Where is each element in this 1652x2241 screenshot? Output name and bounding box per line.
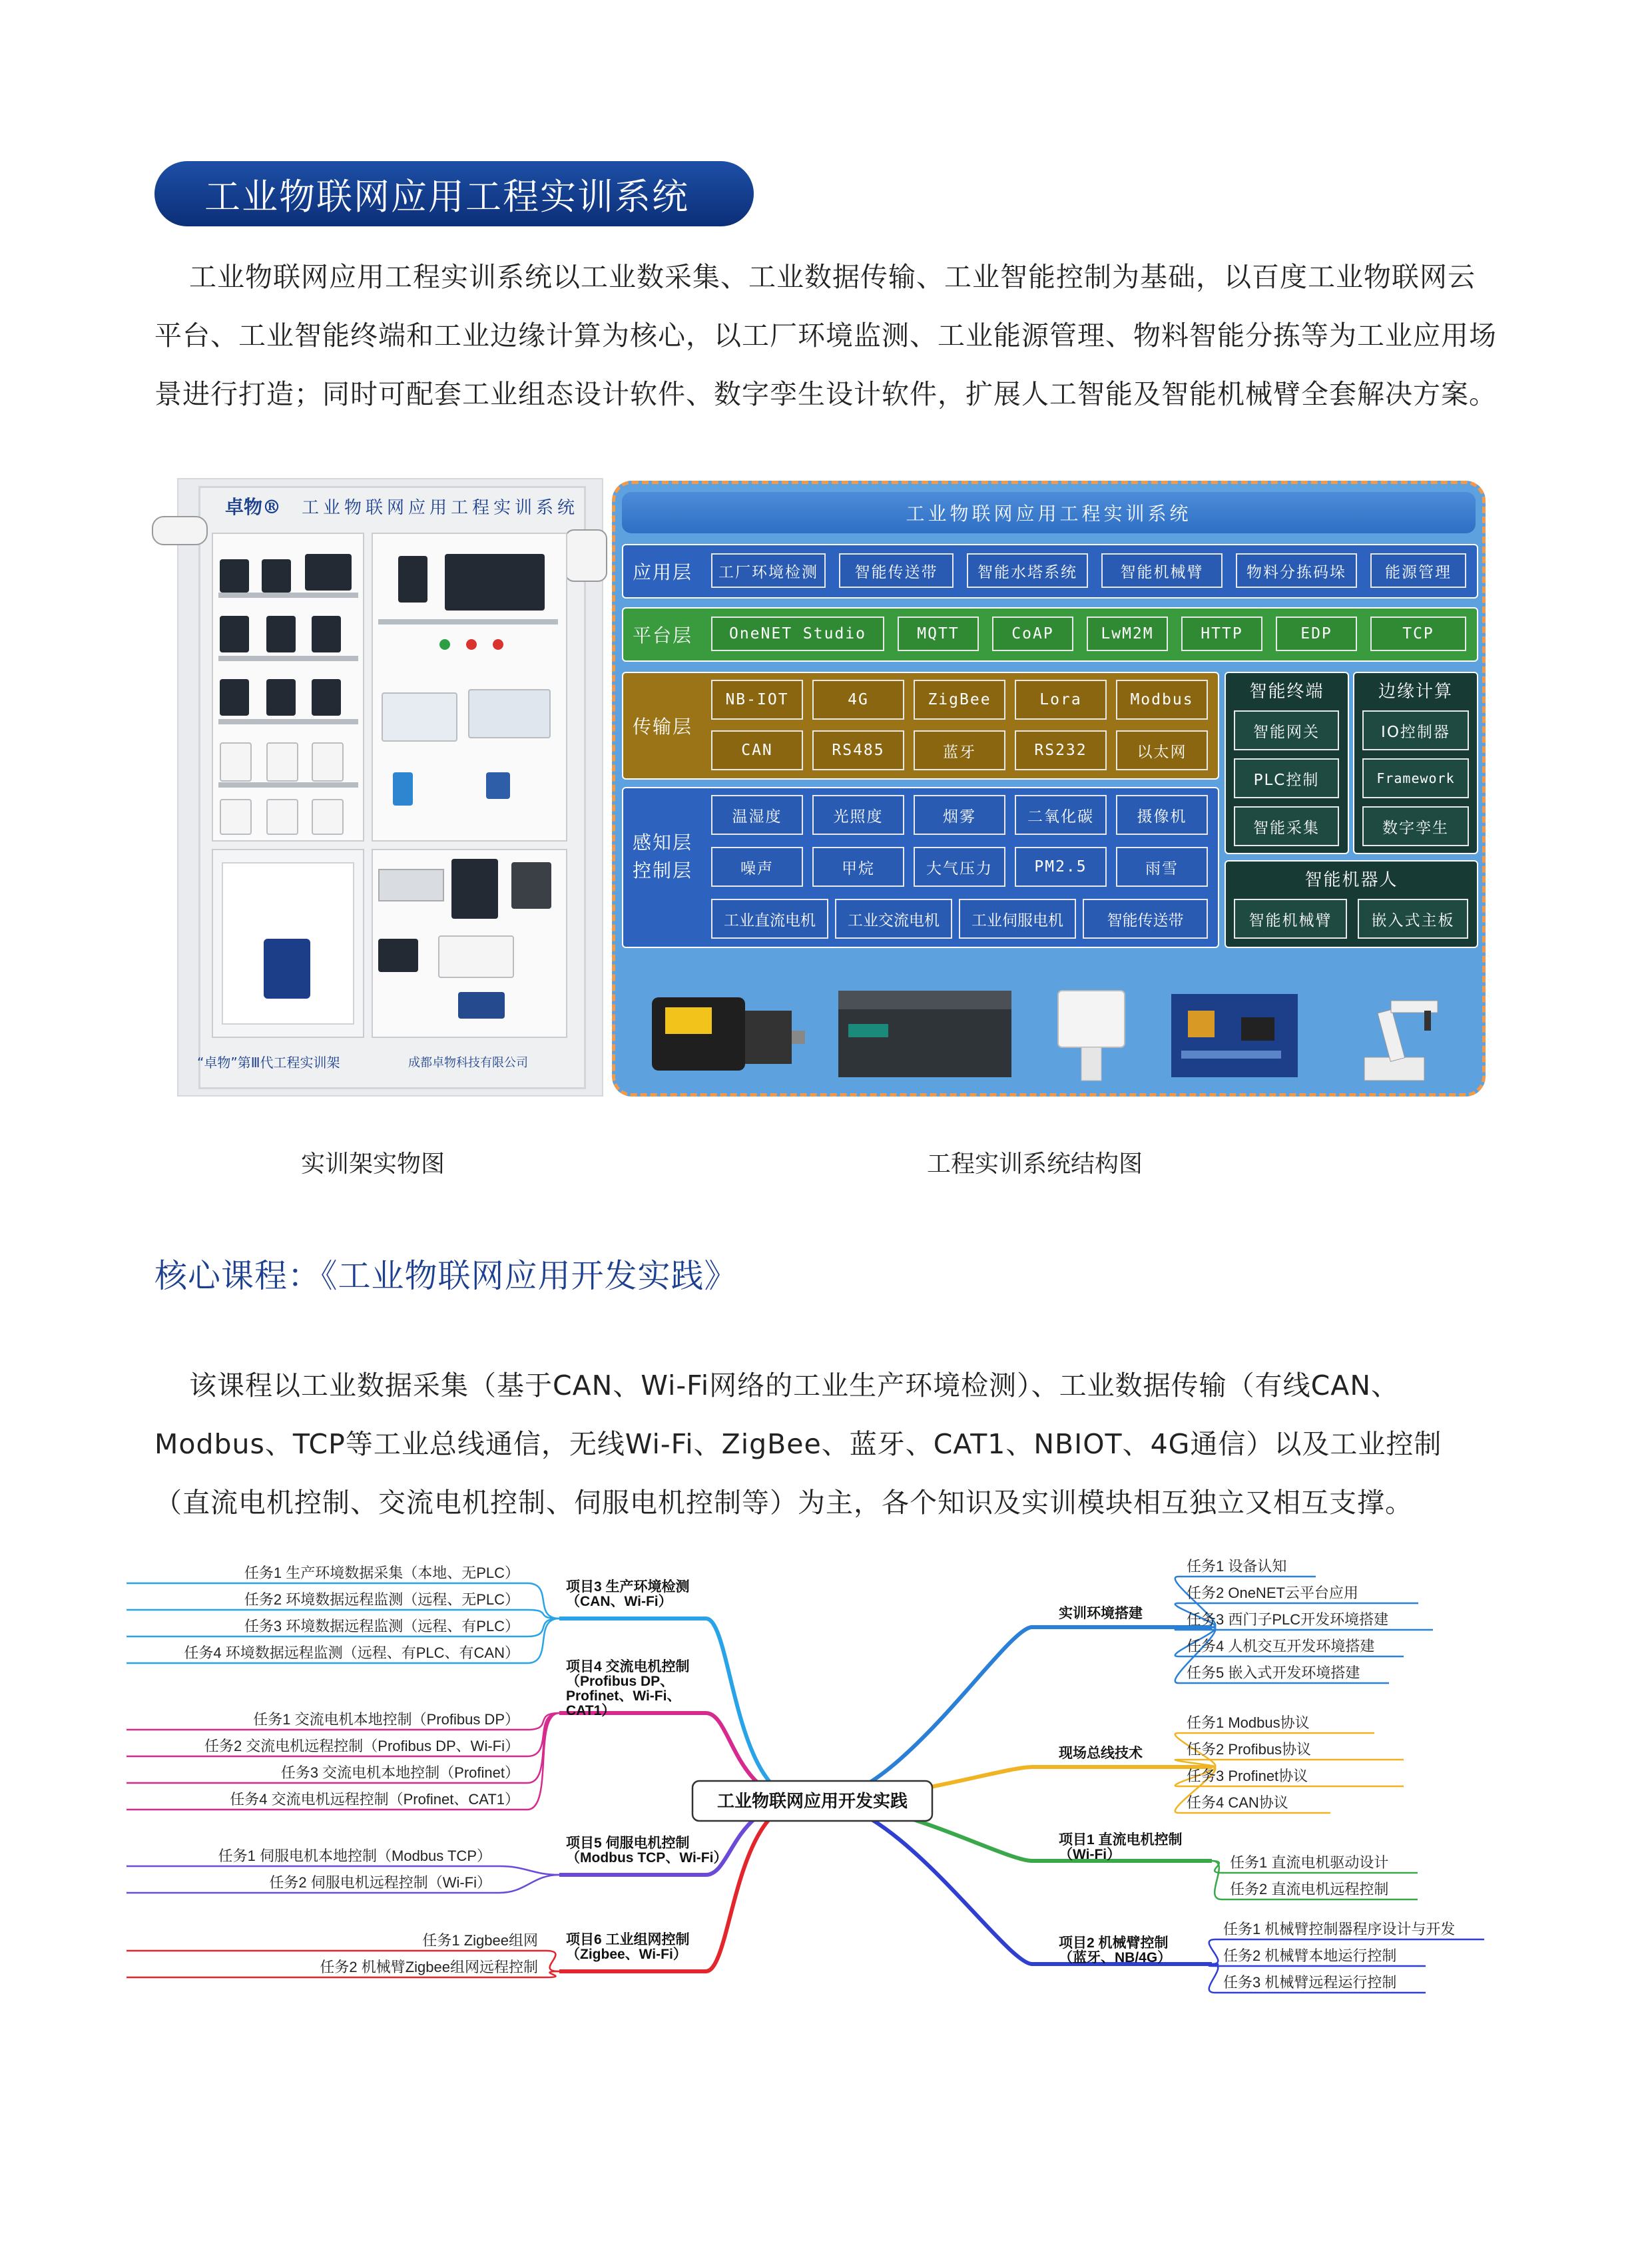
app-item: 物料分拣码垛 [1236,553,1357,588]
mindmap-branch-line [819,1627,1212,1801]
sense-item: 大气压力 [914,847,1005,887]
app-item: 智能水塔系统 [967,553,1088,588]
photo-caption: 实训架实物图 [301,1150,445,1178]
photo-title: 工业物联网应用工程实训系统 [302,498,579,518]
mindmap-task-label: 任务2 伺服电机远程控制（Wi-Fi） [269,1874,491,1891]
sense-item: 光照度 [812,795,904,835]
mindmap-task-label: 任务4 交流电机远程控制（Profinet、CAT1） [230,1791,519,1808]
robot-item: 嵌入式主板 [1358,899,1468,939]
mindmap-task-label: 任务2 机械臂Zigbee组网远程控制 [320,1959,538,1975]
platform-item: LwM2M [1087,617,1168,651]
smart-terminal [1225,672,1349,854]
mindmap-project-label: （Zigbee、Wi-Fi） [566,1947,687,1962]
mindmap-project-label: 项目1 直流电机控制 [1059,1832,1183,1848]
transport-item: 蓝牙 [914,730,1005,770]
mindmap-task-label: 任务2 直流电机远程控制 [1230,1881,1389,1897]
transport-item: RS485 [812,730,904,770]
app-layer-label: 应用层 [632,561,692,583]
sense-control-layer [622,787,1219,948]
mindmap-task-label: 任务1 设备认知 [1187,1558,1287,1575]
mindmap-task-label: 任务1 交流电机本地控制（Profibus DP） [253,1711,519,1728]
sense-layer-label: 感知层 [632,832,692,854]
edge-item: IO控制器 [1362,710,1469,750]
robot-item: 智能机械臂 [1234,899,1347,939]
mindmap-project-label: （Wi-Fi） [1059,1847,1121,1862]
sense-item: PM2.5 [1015,847,1107,887]
circuit-board-icon [1168,984,1301,1084]
mindmap-project-label: （蓝牙、NB/4G） [1059,1950,1172,1965]
mindmap-task-label: 任务1 伺服电机本地控制（Modbus TCP） [218,1848,491,1864]
smart-robot-label: 智能机器人 [1304,870,1398,890]
mindmap-task-label: 任务2 机械臂本地运行控制 [1223,1947,1397,1964]
mindmap-task-label: 任务1 机械臂控制器程序设计与开发 [1223,1921,1456,1937]
camera-icon [565,529,607,582]
robot-arm-icon [264,939,310,999]
platform-layer [622,607,1478,662]
mindmap-project-label: （Profibus DP、 [566,1674,675,1689]
transport-layer [622,672,1219,780]
photo-footer-right: 成都卓物科技有限公司 [408,1056,528,1070]
transport-item: Lora [1015,680,1107,720]
transport-item: CAN [711,730,803,770]
mindmap-project-label: Profinet、Wi-Fi、 [566,1688,681,1704]
arch-title: 工业物联网应用工程实训系统 [622,492,1476,533]
sense-item: 烟雾 [914,795,1005,835]
mindmap-task-label: 任务3 西门子PLC开发环境搭建 [1187,1611,1389,1628]
platform-item: OneNET Studio [711,617,884,651]
transport-item: NB-IOT [711,680,803,720]
sensor-icon [1055,984,1128,1084]
control-item: 智能传送带 [1083,899,1208,939]
mindmap-project-label: 项目4 交流电机控制 [566,1659,690,1674]
platform-item: MQTT [898,617,979,651]
platform-item: TCP [1370,617,1466,651]
transport-layer-label: 传输层 [632,716,692,738]
course-heading: 核心课程：《工业物联网应用开发实践》 [154,1257,738,1295]
sense-item: 摄像机 [1116,795,1208,835]
mindmap-task-label: 任务3 交流电机本地控制（Profinet） [280,1764,519,1781]
sense-item: 噪声 [711,847,803,887]
intro-paragraph: 工业物联网应用工程实训系统以工业数采集、工业数据传输、工业智能控制为基础，以百度工业物联网云平台、工业智能终端和工业边缘计算为核心，以工厂环境监测、工业能源管理、物料智能分拣等为工业应用场景进行打造；同时可配套工业组态设计软件、数字孪生设计软件，扩展人工智能及智能机械臂全套解决方案。 [154,261,1497,410]
transport-item: 以太网 [1116,730,1208,770]
section-title: 工业物联网应用工程实训系统 [154,161,754,226]
smart-robot [1225,860,1478,948]
photo-footer-left: “卓物”第Ⅲ代工程实训架 [197,1055,340,1071]
mindmap-project-label: 项目5 伺服电机控制 [566,1836,690,1851]
transport-item: 4G [812,680,904,720]
mindmap-task-line [1209,1964,1426,1966]
transport-item: ZigBee [914,680,1005,720]
edge-computing [1353,672,1478,854]
plc-icon [835,984,1015,1084]
app-item: 智能机械臂 [1101,553,1223,588]
mindmap-project-label: 实训环境搭建 [1059,1606,1143,1621]
control-item: 工业伺服电机 [959,899,1076,939]
edge-item: Framework [1362,758,1469,798]
platform-item: HTTP [1181,617,1262,651]
mindmap-task-label: 任务4 CAN协议 [1187,1794,1288,1811]
mindmap-task-label: 任务1 直流电机驱动设计 [1230,1854,1389,1871]
mindmap-task-label: 任务5 嵌入式开发环境搭建 [1187,1664,1360,1681]
edge-item: 数字孪生 [1362,806,1469,846]
mindmap-task-label: 任务2 交流电机远程控制（Profibus DP、Wi-Fi） [204,1738,519,1754]
mindmap-center-label: 工业物联网应用开发实践 [716,1791,908,1811]
mindmap-project-label: 项目6 工业组网控制 [566,1932,690,1947]
app-item: 智能传送带 [839,553,954,588]
motor-icon [645,984,805,1084]
mindmap-task-label: 任务2 OneNET云平台应用 [1187,1585,1358,1601]
rack-photo [177,478,603,1097]
sense-item: 甲烷 [812,847,904,887]
photo-brand: 卓物® [225,496,282,518]
control-item: 工业交流电机 [835,899,952,939]
transport-item: RS232 [1015,730,1107,770]
sense-item: 温湿度 [711,795,803,835]
mindmap-task-label: 任务1 生产环境数据采集（本地、无PLC） [244,1565,519,1581]
mindmap-project-label: 项目2 机械臂控制 [1059,1935,1169,1951]
mindmap-task-label: 任务2 环境数据远程监测（远程、无PLC） [244,1591,519,1608]
sense-item: 雨雪 [1116,847,1208,887]
terminal-item: PLC控制 [1234,758,1339,798]
mindmap-project-label: CAT1） [566,1703,616,1718]
mindmap-project-label: （Modbus TCP、Wi-Fi） [566,1850,728,1866]
app-item: 工厂环境检测 [711,553,826,588]
platform-item: EDP [1276,617,1357,651]
smart-terminal-label: 智能终端 [1249,681,1324,702]
edge-computing-label: 边缘计算 [1378,681,1453,702]
app-item: 能源管理 [1370,553,1466,588]
terminal-item: 智能采集 [1234,806,1339,846]
platform-item: CoAP [992,617,1073,651]
mindmap-project-label: 项目3 生产环境检测 [566,1579,690,1595]
mindmap-task-label: 任务4 环境数据远程监测（远程、有PLC、有CAN） [184,1644,519,1661]
mindmap-task-label: 任务3 环境数据远程监测（远程、有PLC） [244,1618,519,1634]
mindmap-task-line [1175,1760,1404,1767]
mindmap-project-label: （CAN、Wi-Fi） [566,1594,673,1609]
mindmap-project-label: 现场总线技术 [1059,1746,1143,1761]
sense-item: 二氧化碳 [1015,795,1107,835]
control-layer-label: 控制层 [632,860,692,881]
arch-caption: 工程实训系统结构图 [927,1150,1143,1178]
course-mindmap [120,1551,1505,2004]
mindmap-task-label: 任务4 人机交互开发环境搭建 [1187,1638,1375,1654]
terminal-item: 智能网关 [1234,710,1339,750]
camera-icon [152,516,208,545]
transport-item: Modbus [1116,680,1208,720]
app-layer [622,544,1478,599]
architecture-diagram [612,481,1486,1097]
mindmap-task-label: 任务2 Profibus协议 [1187,1741,1312,1758]
control-item: 工业直流电机 [711,899,828,939]
robot-arm-icon [1344,984,1444,1084]
course-description: 该课程以工业数据采集（基于CAN、Wi-Fi网络的工业生产环境检测）、工业数据传输（有线CAN、Modbus、TCP等工业总线通信，无线Wi-Fi、ZigBee、蓝牙、CAT1、NBIOT、4G通信）以及工业控制（直流电机控制、交流电机控制、伺服电机控制等）为主，各个知识及实训模块相互独立又相互支撑。 [154,1370,1442,1519]
mindmap-task-label: 任务3 机械臂远程运行控制 [1223,1974,1397,1991]
mindmap-task-label: 任务1 Modbus协议 [1187,1714,1310,1731]
mindmap-task-label: 任务3 Profinet协议 [1187,1768,1308,1784]
platform-layer-label: 平台层 [632,624,692,646]
mindmap-task-label: 任务1 Zigbee组网 [422,1932,538,1949]
